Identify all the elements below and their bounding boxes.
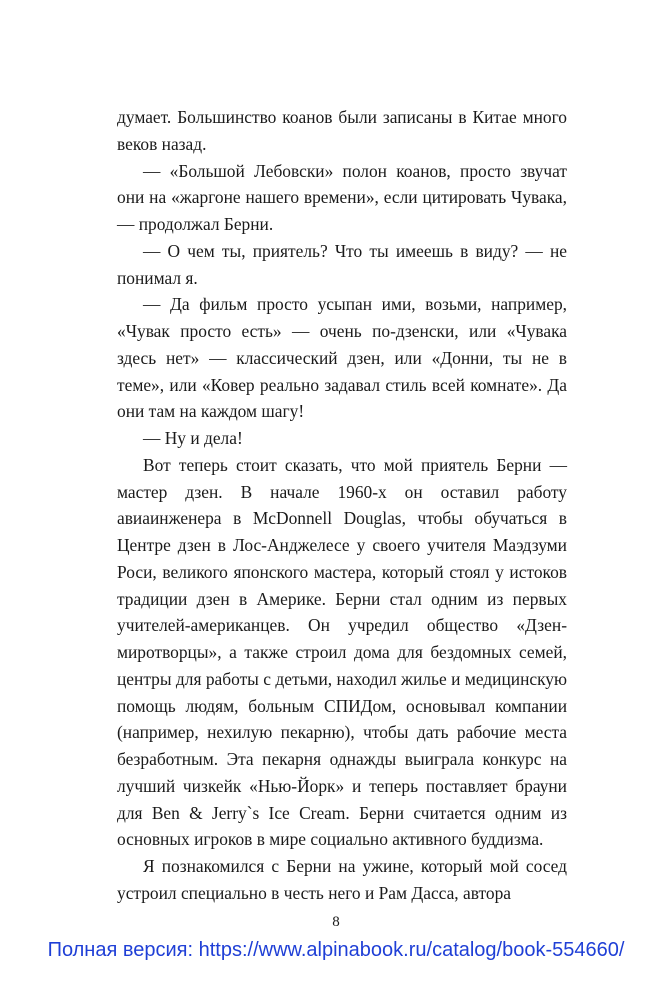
paragraph: Вот теперь стоит сказать, что мой приятель Берни — мастер дзен. В начале 1960-х он оставил работу авиаинженера в McDonnell Douglas, чтобы обучаться в Центре дзен в Лос-Анджелесе у своего учителя Маэдзуми Роси, великого японского мастера, который стоял у истоков традиции дзен в Америке. Берни стал одним из первых учителей-американцев. Он учредил общество «Дзен-миротворцы», а также строил дома для бездомных семей, центры для работы с детьми, находил жилье и медицинскую помощь людям, больным СПИДом, основывал компании (например, нехилую пекарню), чтобы дать рабочие места безработным. Эта пекарня однажды выиграла конкурс на лучший чизкейк «Нью-Йорк» и теперь поставляет брауни для Ben & Jerry`s Ice Cream. Берни считается одним из основных игроков в мире социально активного буддизма. <box>117 454 567 850</box>
page-number: 8 <box>332 914 340 930</box>
paragraph: — Да фильм просто усыпан ими, возьми, например, «Чувак просто есть» — очень по-дзенски, или «Чувака здесь нет» — классический дзен, или «Донни, ты не в теме», или «Ковер реально задавал стиль всей комнате». Да они там на каждом шагу! <box>117 294 567 422</box>
paragraph: — О чем ты, приятель? Что ты имеешь в виду? — не понимал я. <box>117 240 567 288</box>
paragraph: думает. Большинство коанов были записаны в Китае много веков назад. <box>117 107 567 154</box>
paragraph: — Ну и дела! <box>143 428 243 448</box>
full-version-link[interactable]: Полная версия: https://www.alpinabook.ru/catalog/book-554660/ <box>47 939 625 961</box>
paragraph: Я познакомился с Берни на ужине, который мой сосед устроил специально в честь него и Рам Дасса, автора <box>117 856 567 903</box>
paragraph: — «Большой Лебовски» полон коанов, просто звучат они на «жаргоне нашего времени», если цитировать Чувака, — продолжал Берни. <box>117 160 567 234</box>
body-text <box>117 104 567 907</box>
